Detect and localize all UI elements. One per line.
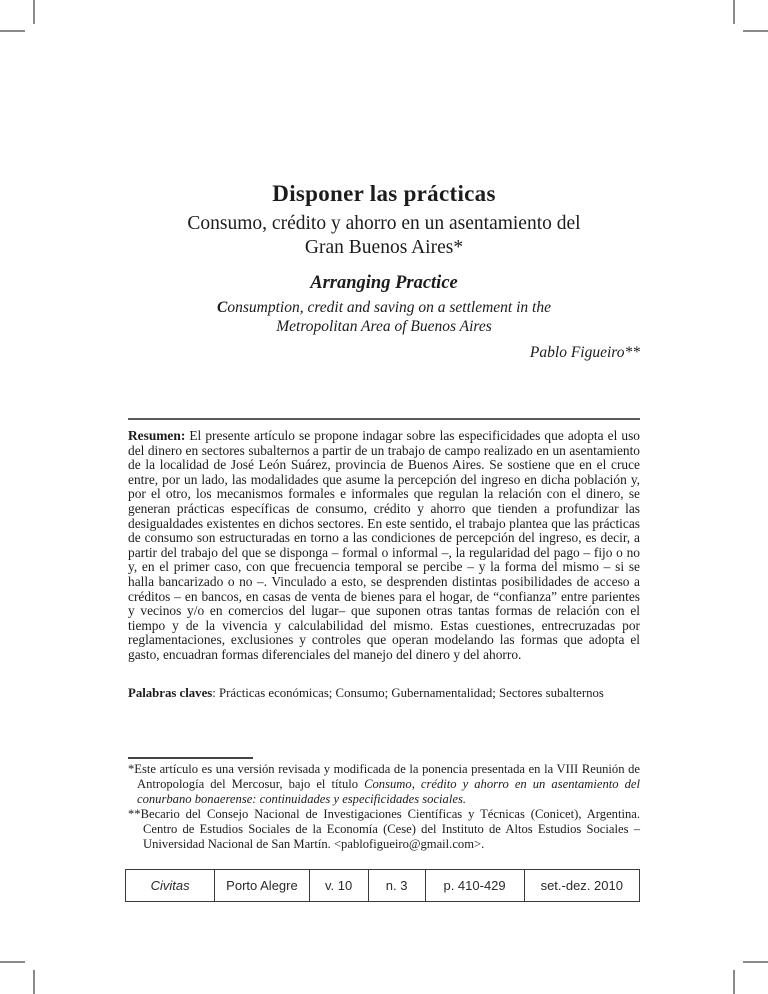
subtitle-english-line1 bbox=[128, 299, 640, 318]
journal-volume-cell: v. 10 bbox=[310, 870, 369, 901]
footnote-1 bbox=[128, 762, 640, 807]
article-title-english: Arranging Practice bbox=[310, 273, 458, 293]
crop-mark-bottom-left-vertical bbox=[33, 970, 35, 994]
crop-mark-top-right-vertical bbox=[733, 0, 735, 24]
footnote-1-marker: * bbox=[128, 762, 135, 776]
crop-mark-top-left-horizontal bbox=[0, 30, 25, 32]
abstract-text: El presente artículo se propone indagar sobre las especificidades que adopta el uso del dinero en sectores subalternos a partir de un trabajo de campo realizado en un asentamiento de la localidad de José León Suárez, provincia de Buenos Aires. Se sostiene que en el cruce entre, por un lado, las modalidades que asume la percepción del ingreso en dicha población y, por el otro, los mecanismos formales e informales que regulan la relación con el dinero, se generan prácticas específicas de consumo, crédito y ahorro que tienden a profundizar las desigualdades existentes en dichos sectores. En este sentido, el trabajo plantea que las prácticas de consumo son estructuradas en torno a las condiciones de percepción del ingreso, es decir, a partir del trabajo del que se disponga – formal o informal –, la regularidad del pago – fijo o no y, en el primer caso, con que frecuencia temporal se percibe – y la forma del mismo – si se halla bancarizado o no –. Vinculado a esto, se desprenden distintas posibilidades de acceso a créditos – en bancos, en casas de venta de bienes para el hogar, de “confianza” entre parientes y vecinos y/o en comercios del lugar– que suponen otras tantas formas de relación con el tiempo y de la vivencia y calculabilidad del mismo. Estas cuestiones, entrecruzadas por reglamentaciones, exclusiones y controles que operan modelando las formas que adopta el gasto, encuadran formas diferenciales del manejo del dinero y del ahorro. bbox=[128, 428, 640, 662]
footnote-2-text: Becario del Consejo Nacional de Investigaciones Científicas y Técnicas (Conicet), Argentina. Centro de Estudios Sociales de la Economía (Cese) del Instituto de Altos Estudios Sociales – Universidad Nacional de San Martín. <pablofigueiro@gmail.com>. bbox=[140, 806, 640, 851]
journal-name-cell: Civitas bbox=[126, 870, 215, 901]
subtitle-english-line1-rest: onsumption, credit and saving on a settlement in the bbox=[227, 299, 551, 316]
subtitle-english-initial: C bbox=[217, 299, 228, 316]
keywords-line bbox=[128, 686, 640, 701]
subtitle-english-line2: Metropolitan Area of Buenos Aires bbox=[276, 317, 492, 335]
keywords-text: : Prácticas económicas; Consumo; Gubernamentalidad; Sectores subalternos bbox=[212, 686, 604, 700]
abstract-divider-rule bbox=[128, 418, 640, 420]
text-column bbox=[128, 0, 640, 994]
footnote-2-marker: ** bbox=[128, 806, 141, 821]
crop-mark-bottom-left-horizontal bbox=[0, 961, 25, 963]
journal-number-cell: n. 3 bbox=[369, 870, 426, 901]
journal-city-cell: Porto Alegre bbox=[215, 870, 309, 901]
journal-pages-cell: p. 410-429 bbox=[426, 870, 525, 901]
article-title-spanish: Disponer las prácticas bbox=[272, 181, 496, 206]
subtitle-spanish-line2: Gran Buenos Aires* bbox=[304, 237, 464, 258]
footnote-2 bbox=[128, 807, 640, 852]
crop-mark-bottom-right-horizontal bbox=[743, 961, 768, 963]
crop-mark-bottom-right-vertical bbox=[733, 970, 735, 994]
author-name: Pablo Figueiro** bbox=[529, 344, 640, 361]
abstract-paragraph bbox=[128, 429, 640, 663]
crop-mark-top-right-horizontal bbox=[743, 30, 768, 32]
crop-mark-top-left-vertical bbox=[33, 0, 35, 24]
keywords-label: Palabras claves bbox=[128, 686, 213, 700]
article-subtitle-english bbox=[128, 299, 640, 336]
abstract-label: Resumen: bbox=[128, 428, 186, 443]
footnote-1-text: Este artículo es una versión revisada y modificada de la ponencia presentada en la VIII Reunión de Antropología del Mercosur, bajo el título bbox=[134, 762, 640, 791]
journal-citation-table bbox=[125, 869, 640, 902]
footnote-separator-rule bbox=[128, 757, 253, 759]
article-subtitle-spanish bbox=[128, 212, 640, 260]
footnote-1-cited-title: Consumo, crédito y ahorro en un asentamiento del conurbano bonaerense: continuidades y especificidades sociales. bbox=[137, 776, 640, 806]
subtitle-spanish-line1: Consumo, crédito y ahorro en un asentamiento del bbox=[187, 213, 581, 234]
journal-date-cell: set.-dez. 2010 bbox=[540, 878, 623, 893]
footnotes-block bbox=[128, 762, 640, 851]
